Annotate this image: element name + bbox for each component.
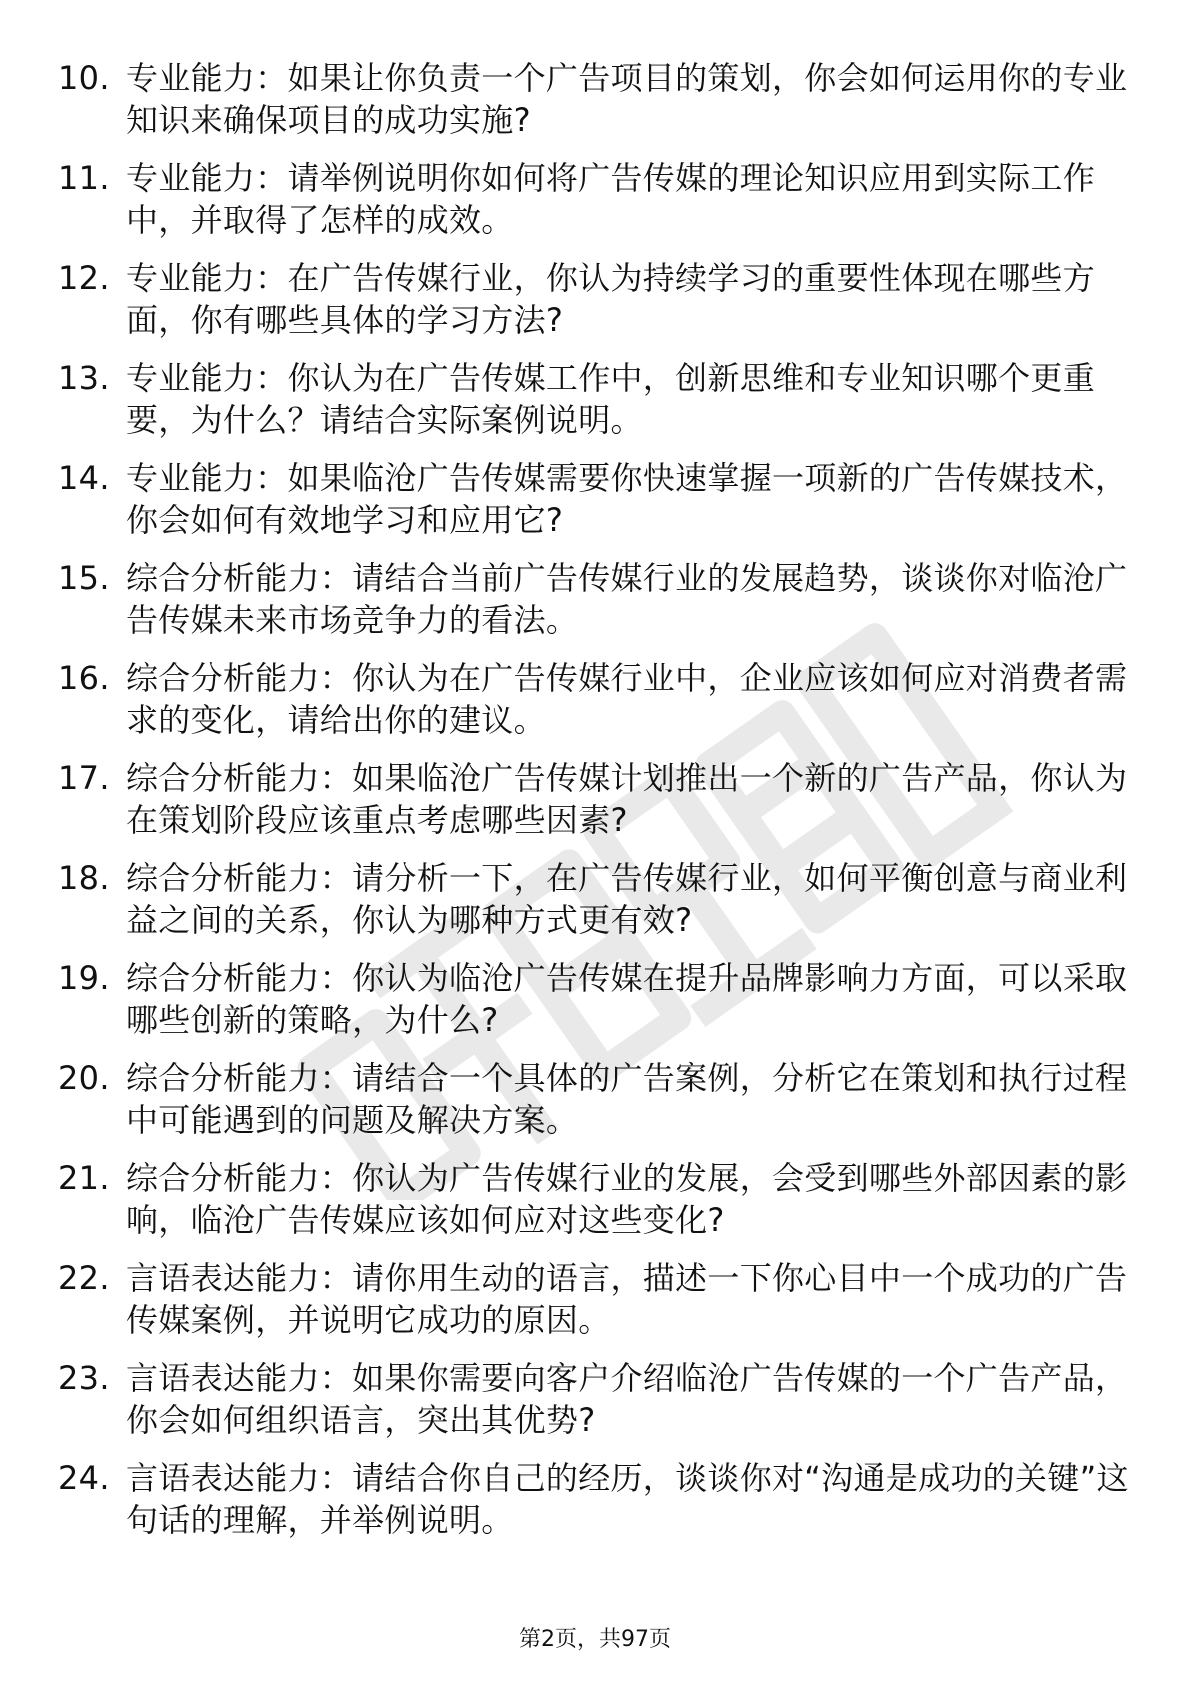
question-text: 综合分析能力：你认为广告传媒行业的发展，会受到哪些外部因素的影响，临沧广告传媒应该如何应对这些变化?: [126, 1159, 1128, 1239]
question-text: 言语表达能力：请你用生动的语言，描述一下你心目中一个成功的广告传媒案例，并说明它成功的原因。: [126, 1259, 1128, 1339]
question-text: 综合分析能力：你认为临沧广告传媒在提升品牌影响力方面，可以采取哪些创新的策略，为什么?: [126, 959, 1128, 1039]
question-item: [58, 557, 1138, 641]
question-item: [58, 57, 1138, 141]
question-item: [58, 1257, 1138, 1341]
question-item: [58, 457, 1138, 541]
question-text: 专业能力：如果让你负责一个广告项目的策划，你会如何运用你的专业知识来确保项目的成功实施?: [126, 59, 1128, 139]
question-item: [58, 157, 1138, 241]
question-number: 12.: [58, 259, 110, 297]
question-number: 17.: [58, 759, 110, 797]
question-text: 专业能力：你认为在广告传媒工作中，创新思维和专业知识哪个更重要，为什么？请结合实际案例说明。: [126, 359, 1096, 439]
question-item: [58, 757, 1138, 841]
question-number: 20.: [58, 1059, 110, 1097]
page-footer: 第2页，共97页: [519, 1627, 671, 1652]
question-text: 专业能力：在广告传媒行业，你认为持续学习的重要性体现在哪些方面，你有哪些具体的学习方法?: [126, 259, 1096, 339]
question-text: 综合分析能力：如果临沧广告传媒计划推出一个新的广告产品，你认为在策划阶段应该重点考虑哪些因素?: [126, 759, 1128, 839]
question-text: 综合分析能力：请结合一个具体的广告案例，分析它在策划和执行过程中可能遇到的问题及解决方案。: [126, 1059, 1128, 1139]
question-number: 21.: [58, 1159, 110, 1197]
question-item: [58, 1357, 1138, 1441]
question-number: 23.: [58, 1359, 110, 1397]
question-item: [58, 257, 1138, 341]
question-item: [58, 857, 1138, 941]
question-text: 专业能力：请举例说明你如何将广告传媒的理论知识应用到实际工作中，并取得了怎样的成效。: [126, 159, 1096, 239]
question-number: 14.: [58, 459, 110, 497]
question-number: 10.: [58, 59, 110, 97]
question-item: [58, 1057, 1138, 1141]
question-text: 综合分析能力：请结合当前广告传媒行业的发展趋势，谈谈你对临沧广告传媒未来市场竞争力的看法。: [126, 559, 1128, 639]
question-item: [58, 357, 1138, 441]
question-number: 24.: [58, 1459, 110, 1497]
question-item: [58, 657, 1138, 741]
question-list: [58, 57, 1138, 1557]
question-number: 15.: [58, 559, 110, 597]
question-text: 言语表达能力：请结合你自己的经历，谈谈你对“沟通是成功的关键”这句话的理解，并举例说明。: [126, 1459, 1129, 1539]
question-item: [58, 1457, 1138, 1541]
question-text: 综合分析能力：你认为在广告传媒行业中，企业应该如何应对消费者需求的变化，请给出你的建议。: [126, 659, 1128, 739]
question-number: 22.: [58, 1259, 110, 1297]
question-number: 18.: [58, 859, 110, 897]
question-text: 言语表达能力：如果你需要向客户介绍临沧广告传媒的一个广告产品，你会如何组织语言，突出其优势?: [126, 1359, 1128, 1439]
question-number: 19.: [58, 959, 110, 997]
question-text: 专业能力：如果临沧广告传媒需要你快速掌握一项新的广告传媒技术，你会如何有效地学习和应用它?: [126, 459, 1128, 539]
question-item: [58, 957, 1138, 1041]
question-number: 11.: [58, 159, 110, 197]
question-text: 综合分析能力：请分析一下，在广告传媒行业，如何平衡创意与商业利益之间的关系，你认为哪种方式更有效?: [126, 859, 1128, 939]
question-item: [58, 1157, 1138, 1241]
question-number: 13.: [58, 359, 110, 397]
question-number: 16.: [58, 659, 110, 697]
